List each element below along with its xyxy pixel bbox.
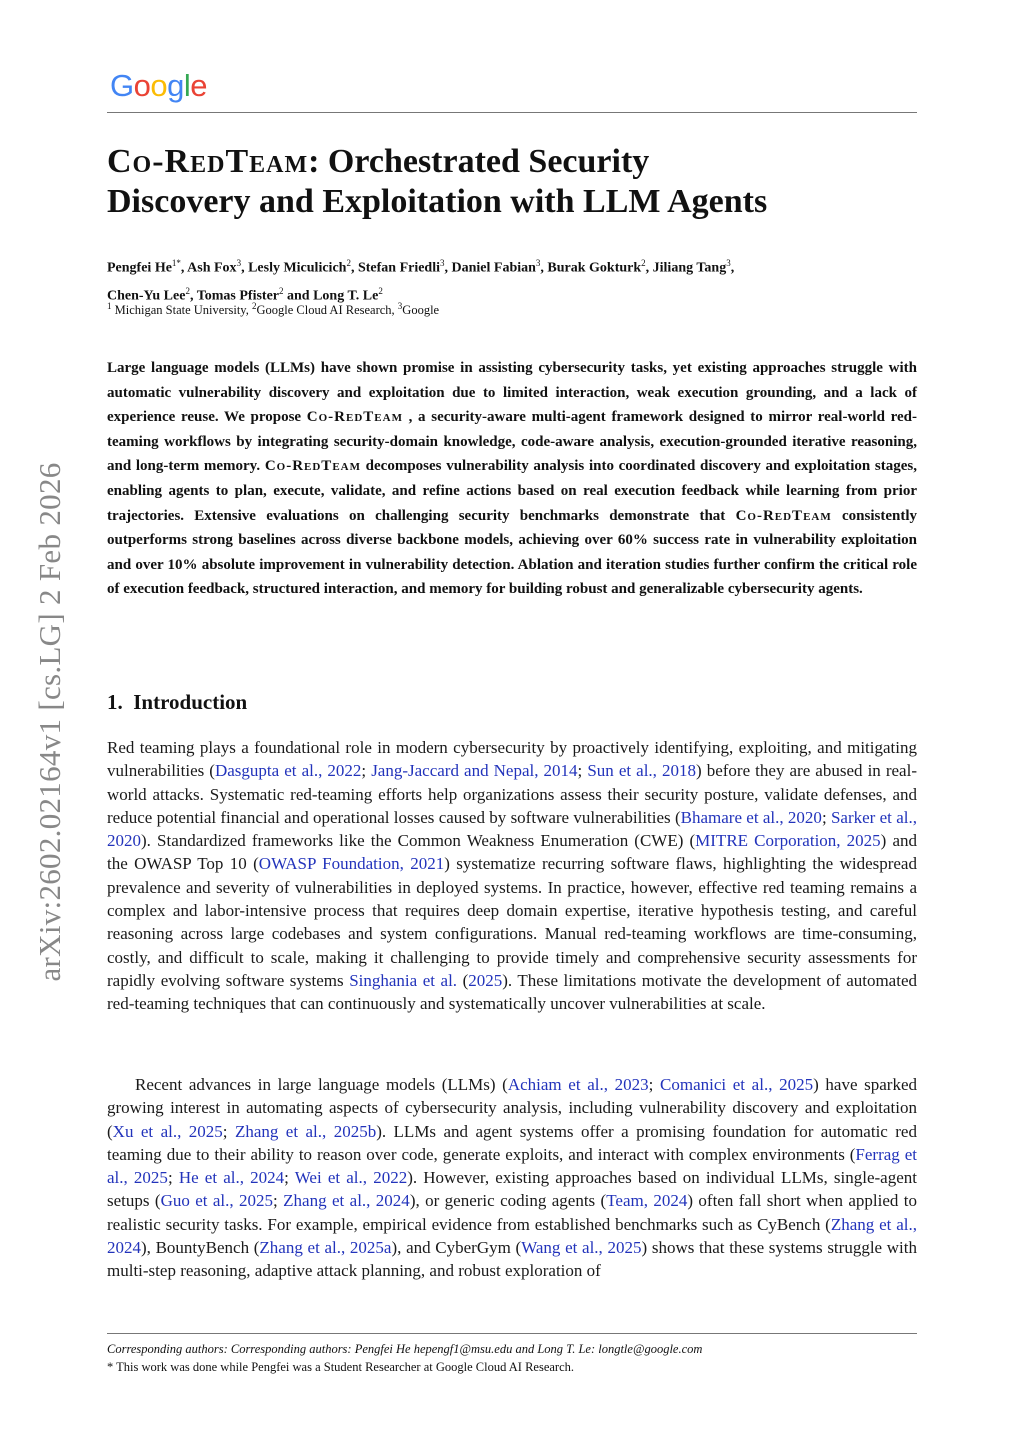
- title-framework-name: Co-RedTeam: [107, 143, 309, 180]
- title-line1: : Orchestrated Security: [308, 143, 650, 180]
- author-separator: ,: [189, 288, 197, 304]
- author-superscript: 2: [185, 285, 190, 296]
- text-run: ;: [648, 1075, 661, 1094]
- abstract-part-3: decomposes vulnerability analysis into coordinated discovery and exploitation stages, enabling agents to plan, execute, validate, and refine actions based on real execution feedback while learning from prior trajectories. Extensive evaluations on challenging security benchmarks demonstrate that: [107, 458, 917, 524]
- author-name: Tomas Pfister: [196, 288, 279, 304]
- author-superscript: 3: [726, 258, 731, 268]
- author-name: Lesly Miculicich: [248, 260, 347, 276]
- affiliation-separator: ,: [245, 303, 252, 318]
- citation-link[interactable]: Wang et al., 2025: [521, 1238, 642, 1258]
- abstract-part-1: Large language models (LLMs) have shown promise in assisting cybersecurity tasks, yet existing approaches struggle with automatic vulnerability discovery and exploitation due to limited interaction, weak execution grounding, and a lack of experience reuse. We propose: [107, 360, 917, 426]
- section-heading-introduction: [107, 690, 247, 715]
- author-superscript: 3: [236, 258, 242, 268]
- citation-link[interactable]: Xu et al., 2025: [112, 1121, 223, 1141]
- title-line2: Discovery and Exploitation with LLM Agents: [107, 183, 768, 220]
- citation-link[interactable]: Singhania et al.: [349, 970, 458, 990]
- author-separator: ,: [350, 260, 358, 276]
- citation-link[interactable]: Zhang et al., 2025a: [259, 1238, 392, 1258]
- text-run: ), and CyberGym (: [391, 1238, 522, 1258]
- abstract: [107, 356, 917, 602]
- text-run: ). These limitations motivate the development of automated red-teaming techniques that can continuously and systematically uncover vulnerabilities at scale.: [107, 970, 917, 1014]
- text-run: ;: [361, 761, 372, 781]
- section-title: Introduction: [133, 690, 248, 714]
- citation-link[interactable]: Wei et al., 2022: [294, 1168, 408, 1188]
- text-run: ) before they are abused in real-world attacks. Systematic red-teaming efforts help organizations assess their security posture, validate defenses, and reduce potential financial and operational losses caused by software vulnerabilities (: [107, 761, 917, 827]
- text-run: ), BountyBench (: [141, 1238, 260, 1258]
- abstract-framework-name-3: Co-RedTeam: [735, 507, 832, 524]
- affiliation-superscript: 3: [397, 301, 403, 311]
- citation-link[interactable]: Team, 2024: [606, 1191, 688, 1211]
- text-run: ;: [284, 1168, 295, 1188]
- text-run: ;: [222, 1121, 235, 1141]
- citation-link[interactable]: Dasgupta et al., 2022: [214, 761, 362, 781]
- author-name: Chen-Yu Lee: [107, 288, 186, 304]
- text-run: ). LLMs and agent systems offer a promising foundation for automatic red teaming due to their ability to reason over code, generate exploits, and interact with complex environments (: [107, 1121, 917, 1164]
- text-run: ) systematize recurring software flaws, highlighting the widespread prevalence and severity of vulnerabilities in deployed systems. In practice, however, effective red teaming remains a complex and labor-intensive process that requires deep domain expertise, iterative hypothesis testing, and careful reasoning across large codebases and system configurations. Manual red-teaming workflows are time-consuming, costly, and difficult to scale, making it challenging to provide timely and comprehensive security assessments for rapidly evolving software systems: [107, 854, 917, 990]
- text-run: ;: [577, 761, 588, 781]
- text-run: ) shows that these systems struggle with multi-step reasoning, adaptive attack planning, and robust exploration of: [107, 1238, 917, 1281]
- author-name: Jiliang Tang: [652, 260, 727, 276]
- author-name: Long T. Le: [313, 288, 379, 304]
- text-run: (: [457, 970, 469, 990]
- citation-link[interactable]: Achiam et al., 2023: [507, 1075, 649, 1094]
- affiliation-name: Michigan State University: [111, 303, 246, 318]
- author-superscript: 2: [641, 258, 646, 268]
- author-separator: ,: [180, 260, 188, 276]
- text-run: ;: [821, 807, 831, 827]
- header-divider: [107, 112, 917, 113]
- abstract-framework-name-2: Co-RedTeam: [264, 458, 361, 475]
- abstract-part-4: consistently outperforms strong baselines across diverse backbone models, achieving over 60% success rate in vulnerability exploitation and over 10% absolute improvement in vulnerability detection. Ablation and iteration studies further confirm the critical role of execution feedback, structured interaction, and memory for building robust and generalizable cybersecurity agents.: [107, 507, 917, 598]
- citation-link[interactable]: Sarker et al., 2020: [107, 807, 917, 851]
- text-run: ;: [273, 1191, 284, 1211]
- affiliations: [107, 297, 917, 319]
- affiliation-separator: ,: [391, 303, 398, 318]
- citation-link[interactable]: MITRE Corporation, 2025: [695, 831, 881, 851]
- citation-link[interactable]: He et al., 2024: [178, 1168, 285, 1188]
- footnote-corresponding-authors: Corresponding authors: Corresponding authors: Pengfei He hepengf1@msu.edu and Long T. Le: longtle@google.com: [107, 1342, 703, 1356]
- author-separator: ,: [645, 260, 653, 276]
- section-number: 1.: [107, 690, 123, 714]
- logo-letter: g: [167, 68, 184, 103]
- author-superscript: 3: [440, 258, 445, 268]
- intro-paragraph-2: [107, 1073, 917, 1283]
- text-run: Red teaming plays a foundational role in modern cybersecurity by proactively identifying, exploiting, and mitigating vulnerabilities (: [107, 738, 917, 781]
- author-separator: ,: [241, 260, 249, 276]
- affiliation-superscript: 1: [107, 301, 112, 311]
- affiliation-name: Google Cloud AI Research: [256, 303, 392, 318]
- author-name: Pengfei He: [107, 260, 172, 276]
- abstract-part-2: , a security-aware multi-agent framework designed to mirror real-world red-teaming workflows by integrating security-domain knowledge, code-aware analysis, execution-grounded iterative reasoning, and long-term memory.: [107, 409, 917, 475]
- text-run: ;: [167, 1168, 179, 1188]
- text-run: Recent advances in large language models (LLMs) (: [135, 1075, 508, 1094]
- text-run: ) and the OWASP Top 10 (: [107, 831, 917, 874]
- citation-link[interactable]: Zhang et al., 2024: [283, 1191, 410, 1211]
- citation-link[interactable]: Zhang et al., 2024: [107, 1214, 917, 1258]
- logo-letter: o: [133, 68, 151, 103]
- text-run: ) have sparked growing interest in automating aspects of cybersecurity analysis, including vulnerability discovery and exploitation (: [107, 1075, 918, 1141]
- citation-link[interactable]: 2025: [468, 970, 503, 990]
- citation-link[interactable]: Bhamare et al., 2020: [680, 807, 822, 827]
- author-name: Ash Fox: [187, 260, 237, 276]
- google-logo: [110, 70, 207, 101]
- logo-letter: e: [190, 68, 208, 103]
- arxiv-identifier: arXiv:2602.02164v1 [cs.LG] 2 Feb 2026: [32, 462, 67, 982]
- abstract-framework-name-1: Co-RedTeam: [306, 409, 403, 426]
- affiliation-name: Google: [402, 303, 440, 318]
- citation-link[interactable]: Guo et al., 2025: [160, 1191, 274, 1211]
- author-superscript: 1*: [171, 258, 181, 268]
- author-name: Burak Gokturk: [547, 260, 642, 276]
- author-superscript: 2: [378, 285, 383, 296]
- logo-letter: G: [110, 68, 134, 103]
- text-run: ) often fall short when applied to realistic security tasks. For example, empirical evidence from established benchmarks such as CyBench (: [107, 1191, 918, 1234]
- citation-link[interactable]: Sun et al., 2018: [587, 761, 696, 781]
- paper-title: [107, 142, 927, 222]
- footnote-divider: [107, 1333, 917, 1334]
- logo-letter: o: [150, 68, 168, 103]
- citation-link[interactable]: Zhang et al., 2025b: [234, 1121, 377, 1141]
- author-superscript: 2: [279, 285, 284, 296]
- text-run: ), or generic coding agents (: [409, 1191, 607, 1211]
- author-superscript: 3: [535, 258, 541, 268]
- author-separator: ,: [540, 260, 548, 276]
- author-name: Daniel Fabian: [451, 260, 536, 276]
- text-run: ). However, existing approaches based on individual LLMs, single-agent setups (: [107, 1168, 917, 1211]
- footnote-student-researcher: * This work was done while Pengfei was a Student Researcher at Google Cloud AI Research.: [107, 1360, 575, 1374]
- intro-paragraph-1: [107, 736, 917, 1016]
- citation-link[interactable]: OWASP Foundation, 2021: [258, 854, 445, 874]
- author-name: Stefan Friedli: [357, 260, 440, 276]
- citation-link[interactable]: Ferrag et al., 2025: [107, 1144, 917, 1188]
- affiliation-superscript: 2: [252, 301, 257, 311]
- author-separator: and: [283, 288, 314, 304]
- citation-link[interactable]: Jang-Jaccard and Nepal, 2014: [371, 761, 578, 781]
- text-run: ). Standardized frameworks like the Common Weakness Enumeration (CWE) (: [141, 831, 696, 851]
- author-superscript: 2: [346, 258, 351, 268]
- citation-link[interactable]: Comanici et al., 2025: [660, 1075, 814, 1094]
- author-separator: ,: [730, 260, 735, 276]
- logo-letter: l: [183, 68, 191, 103]
- author-separator: ,: [444, 260, 452, 276]
